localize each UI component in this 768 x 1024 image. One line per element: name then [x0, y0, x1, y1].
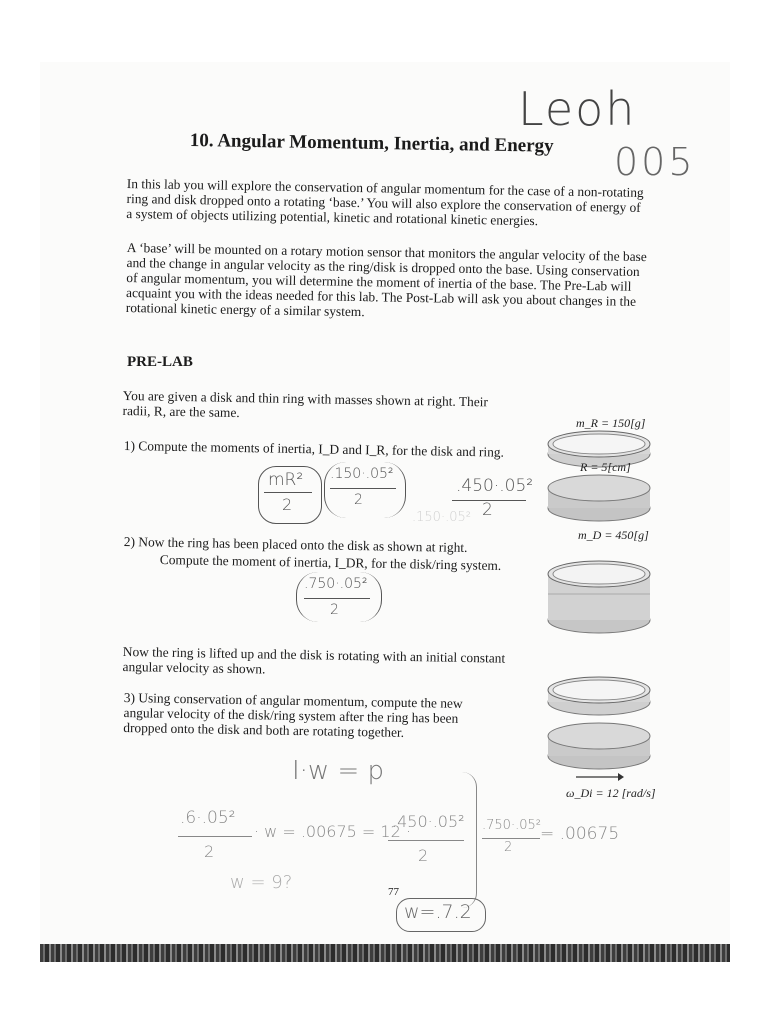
intro-paragraph-2: A ‘base’ will be mounted on a rotary motion sensor that monitors the angular velocity of the base and the change in angular velocity as the ring/disk is dropped onto the base. Using conservation of angular momentum, you will determine the moment of inertia of the base. The Pre-Lab will acquaint you with the ideas needed for this lab. The Post-Lab will ask you about changes in the rotational kinetic energy of a similar system.	[125, 240, 647, 320]
q3-frac3-denominator: 2	[504, 840, 513, 855]
q3-work-line: · w = .00675 = 12 ·	[254, 822, 411, 841]
fraction-bar	[178, 836, 252, 837]
rotation-arrow-icon	[574, 772, 624, 782]
angular-velocity-label: ω_Di = 12 [rad/s]	[566, 786, 656, 800]
question-3: 3) Using conservation of angular momentum, compute the new angular velocity of the disk/ring system after the ring has been dropped onto the disk and both are rotating together.	[123, 690, 463, 740]
q1-calc-denominator: 2	[354, 492, 363, 508]
q3-result: = .00675	[540, 824, 620, 844]
handwritten-code: 005	[614, 140, 696, 184]
page-number: 77	[388, 886, 399, 898]
q3-frac2-numerator: .450·.05²	[392, 812, 465, 831]
question-2-line-2: Compute the moment of inertia, I_DR, for the disk/ring system.	[159, 552, 502, 573]
q3-frac-numerator: .6·.05²	[180, 808, 236, 828]
q3-answer: w=.7.2	[404, 901, 472, 923]
ring-mass-label: m_R = 150[g]	[576, 416, 646, 430]
q1-calc-numerator: .150·.05²	[330, 466, 394, 482]
fraction-bar	[482, 838, 540, 839]
question-2-line-1: 2) Now the ring has been placed onto the disk as shown at right.	[123, 534, 468, 555]
fraction-bar	[304, 598, 370, 599]
disk-illustration	[544, 474, 654, 524]
fraction-bar	[388, 840, 464, 841]
scan-edge	[40, 944, 730, 962]
intro-paragraph-1: In this lab you will explore the conservation of angular momentum for the case of a non-rotating ring and disk dropped onto a rotating ‘base.’ You will also explore the conservation of energy of a system of objects utilizing potential, kinetic and rotational kinetic energies.	[126, 176, 644, 229]
q3-frac-denominator: 2	[204, 842, 215, 861]
q2-numerator: .750·.05²	[304, 576, 368, 592]
prelab-heading: PRE-LAB	[127, 354, 193, 370]
q1-disk-numerator: mR²	[268, 470, 304, 490]
q3-equation: I·w = p	[292, 756, 385, 786]
prelab-intro: You are given a disk and thin ring with masses shown at right. Their radii, R, are the same.	[122, 388, 489, 421]
q3-frac3-numerator: .750·.05²	[482, 818, 541, 833]
q2-denominator: 2	[330, 602, 339, 618]
handwritten-name: Leoh	[518, 82, 637, 136]
lifted-ring-illustration	[544, 676, 654, 718]
question-1: 1) Compute the moments of inertia, I_D and I_R, for the disk and ring.	[123, 438, 505, 460]
q1-ring-numerator: .450·.05²	[456, 476, 534, 496]
q1-ring-denominator: 2	[482, 500, 493, 520]
fraction-bar	[330, 488, 396, 489]
q1-faint-note: .150·.05²	[412, 510, 471, 525]
radius-label: R = 5[cm]	[580, 460, 631, 474]
q3-frac2-denominator: 2	[418, 846, 429, 865]
q3-guess: w = 9?	[230, 872, 293, 893]
fraction-bar	[264, 492, 312, 493]
ring-on-disk-illustration	[544, 560, 654, 636]
q3-bracket	[462, 772, 477, 908]
q1-disk-denominator: 2	[282, 495, 293, 514]
disk-mass-label: m_D = 450[g]	[578, 528, 649, 542]
lifted-paragraph: Now the ring is lifted up and the disk is rotating with an initial constant angular velocity as shown.	[122, 644, 506, 677]
rotating-disk-illustration	[544, 722, 654, 772]
page-title: 10. Angular Momentum, Inertia, and Energy	[189, 130, 554, 157]
